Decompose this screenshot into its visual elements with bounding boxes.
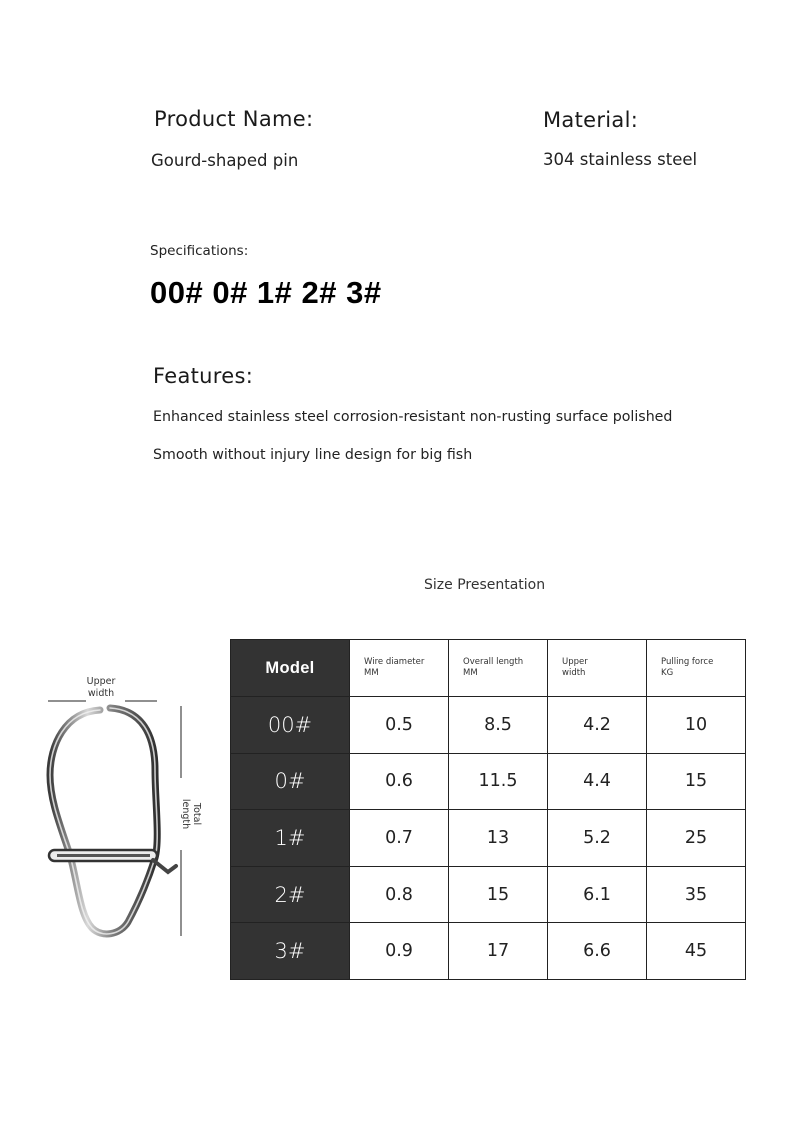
table-row — [231, 923, 746, 980]
pulling-force-cell: 15 — [647, 753, 746, 810]
table-row — [231, 697, 746, 754]
upper-width-cell: 6.1 — [548, 866, 647, 923]
total-length-line1: Total — [191, 802, 202, 826]
pulling-force-cell: 10 — [647, 697, 746, 754]
gourd-pin-illustration — [30, 690, 200, 950]
header-model: Model — [231, 640, 350, 697]
upper-width-cell: 5.2 — [548, 810, 647, 867]
pin-hook — [153, 860, 176, 872]
model-cell: 00# — [231, 697, 350, 754]
specifications-value: 00# 0# 1# 2# 3# — [150, 275, 382, 310]
specifications-label: Specifications: — [150, 243, 249, 259]
overall-length-cell: 8.5 — [449, 697, 548, 754]
product-name-label: Product Name: — [154, 107, 314, 131]
header-pulling-force: Pulling force KG — [647, 640, 746, 697]
overall-length-cell: 15 — [449, 866, 548, 923]
wire-diameter-cell: 0.9 — [350, 923, 449, 980]
wire-diameter-cell: 0.7 — [350, 810, 449, 867]
feature-item: Enhanced stainless steel corrosion-resistant non-rusting surface polished — [153, 409, 673, 425]
overall-length-cell: 17 — [449, 923, 548, 980]
feature-item: Smooth without injury line design for big fish — [153, 447, 473, 463]
header-overall-length: Overall length MM — [449, 640, 548, 697]
model-cell: 0# — [231, 753, 350, 810]
wire-diameter-cell: 0.6 — [350, 753, 449, 810]
material-label: Material: — [543, 108, 639, 132]
upper-width-cell: 4.2 — [548, 697, 647, 754]
size-table — [230, 639, 746, 980]
total-length-line2: length — [180, 798, 191, 830]
upper-width-line2: width — [87, 688, 115, 699]
material-value: 304 stainless steel — [543, 150, 698, 169]
table-row — [231, 866, 746, 923]
table-row — [231, 810, 746, 867]
features-label: Features: — [153, 364, 254, 388]
size-presentation-title: Size Presentation — [424, 577, 546, 593]
table-row — [231, 753, 746, 810]
overall-length-cell: 13 — [449, 810, 548, 867]
model-cell: 2# — [231, 866, 350, 923]
pin-wire — [50, 708, 157, 934]
upper-width-line1: Upper — [86, 676, 116, 687]
overall-length-cell: 11.5 — [449, 753, 548, 810]
model-cell: 1# — [231, 810, 350, 867]
wire-diameter-cell: 0.5 — [350, 697, 449, 754]
pulling-force-cell: 25 — [647, 810, 746, 867]
pulling-force-cell: 35 — [647, 866, 746, 923]
model-cell: 3# — [231, 923, 350, 980]
upper-width-cell: 6.6 — [548, 923, 647, 980]
pulling-force-cell: 45 — [647, 923, 746, 980]
header-wire-diameter: Wire diameter MM — [350, 640, 449, 697]
header-upper-width: Upper width — [548, 640, 647, 697]
product-name-value: Gourd-shaped pin — [151, 151, 299, 170]
upper-width-cell: 4.4 — [548, 753, 647, 810]
wire-diameter-cell: 0.8 — [350, 866, 449, 923]
table-header-row — [231, 640, 746, 697]
